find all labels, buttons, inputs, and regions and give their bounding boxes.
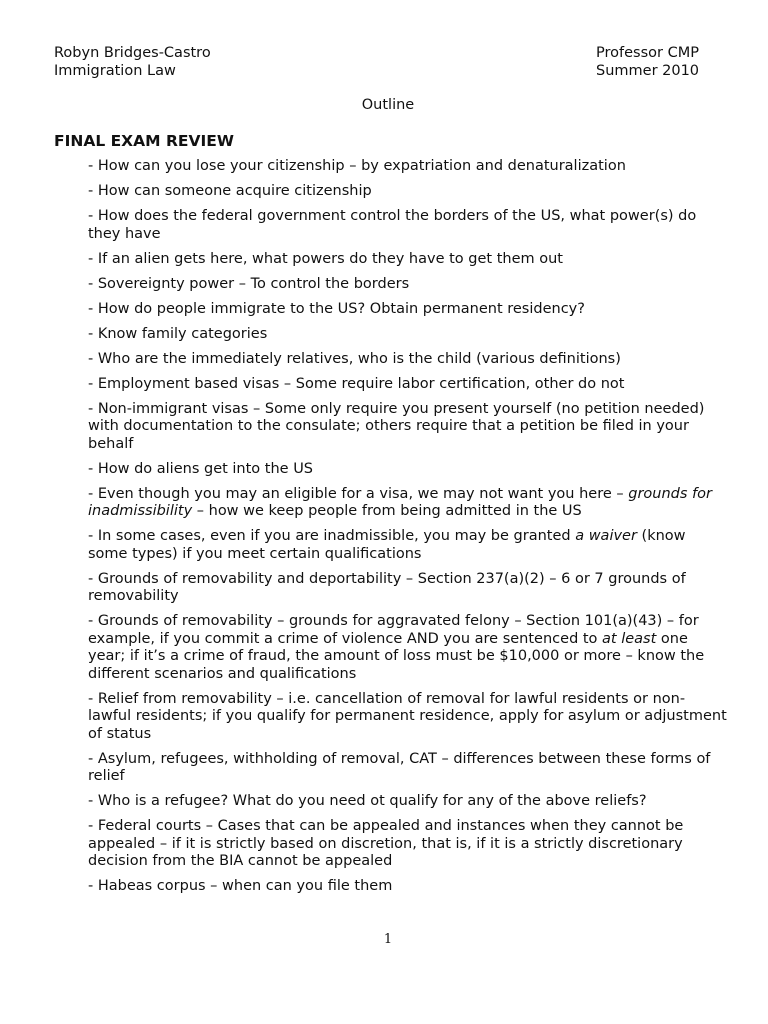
outline-item xyxy=(88,376,728,394)
outline-item-text: - How do aliens get into the US xyxy=(88,460,314,477)
outline-list xyxy=(88,158,728,903)
outline-item xyxy=(88,158,728,176)
outline-item-text: - How can you lose your citizenship – by expatriation and denaturalization xyxy=(88,158,626,174)
outline-item-text: - Sovereignty power – To control the borders xyxy=(88,275,410,292)
outline-item-text: - Federal courts – Cases that can be appealed and instances when they cannot be appealed – if it is strictly based on discretion, that is, if it is a strictly discretionary decision from the BIA cannot be appealed xyxy=(88,818,684,869)
outline-item xyxy=(88,208,728,243)
page-number: 1 xyxy=(383,932,393,947)
outline-item-text: - Who is a refugee? What do you need ot qualify for any of the above reliefs? xyxy=(88,793,647,809)
outline-item-text: - How can someone acquire citizenship xyxy=(88,183,372,199)
outline-item xyxy=(88,326,728,344)
outline-item-text: - Grounds of removability and deportability – Section 237(a)(2) – 6 or 7 grounds of removability xyxy=(88,570,686,604)
professor-name: Professor CMP xyxy=(596,45,699,61)
outline-item xyxy=(88,878,728,896)
outline-item-text: one year; if it’s a crime of fraud, the amount of loss must be $10,000 or more – know the different scenarios and qualifications xyxy=(88,630,705,682)
outline-item-text: - If an alien gets here, what powers do they have to get them out xyxy=(88,250,563,267)
outline-item xyxy=(88,613,728,683)
term: Summer 2010 xyxy=(596,62,700,79)
header-left xyxy=(54,45,211,80)
document-title: Outline xyxy=(361,97,415,113)
outline-item xyxy=(88,486,728,521)
outline-item-text: - Grounds of removability – grounds for aggravated felony – Section 101(a)(43) – for example, if you commit a crime of violence AND you are sentenced to xyxy=(88,613,699,647)
outline-item-text: – how we keep people from being admitted in the US xyxy=(192,503,582,519)
outline-item xyxy=(88,793,728,811)
outline-item-text: - How do people immigrate to the US? Obtain permanent residency? xyxy=(88,300,585,317)
outline-item-text: - Who are the immediately relatives, who is the child (various definitions) xyxy=(88,350,621,367)
outline-item xyxy=(88,751,728,786)
outline-item-text: - How does the federal government control the borders of the US, what power(s) do they have xyxy=(88,208,697,242)
outline-item-emphasis: a waiver xyxy=(575,528,637,544)
outline-item-text: - Employment based visas – Some require labor certification, other do not xyxy=(88,375,625,392)
outline-item xyxy=(88,251,728,269)
outline-item-text: - Relief from removability – i.e. cancellation of removal for lawful residents or non-lawful residents; if you qualify for permanent residence, apply for asylum or adjustment of status xyxy=(88,690,727,742)
header-right xyxy=(596,45,699,80)
outline-item-text: - Habeas corpus – when can you file them xyxy=(88,878,393,894)
outline-item xyxy=(88,276,728,294)
author-name: Robyn Bridges-Castro xyxy=(54,45,211,61)
outline-item xyxy=(88,401,728,454)
outline-item-emphasis: at least xyxy=(602,630,657,647)
outline-item-text: - Non-immigrant visas – Some only require you present yourself (no petition needed) with documentation to the consulate; others require that a petition be filed in your behalf xyxy=(88,400,705,452)
outline-item-text: (know some types) if you meet certain qualifications xyxy=(88,528,686,562)
outline-item xyxy=(88,528,728,563)
outline-item xyxy=(88,461,728,479)
section-heading: FINAL EXAM REVIEW xyxy=(54,132,234,150)
outline-item xyxy=(88,818,728,871)
course-name: Immigration Law xyxy=(54,62,176,79)
outline-item-text: - In some cases, even if you are inadmissible, you may be granted xyxy=(88,528,576,544)
outline-item xyxy=(88,301,728,319)
outline-item xyxy=(88,571,728,606)
outline-item-text: - Asylum, refugees, withholding of removal, CAT – differences between these forms of relief xyxy=(88,750,711,784)
outline-item xyxy=(88,691,728,744)
outline-item-emphasis: grounds for inadmissibility xyxy=(88,485,712,519)
outline-item-text: - Even though you may an eligible for a visa, we may not want you here – xyxy=(88,485,629,502)
outline-item-text: - Know family categories xyxy=(88,325,268,342)
outline-item xyxy=(88,351,728,369)
outline-item xyxy=(88,183,728,201)
